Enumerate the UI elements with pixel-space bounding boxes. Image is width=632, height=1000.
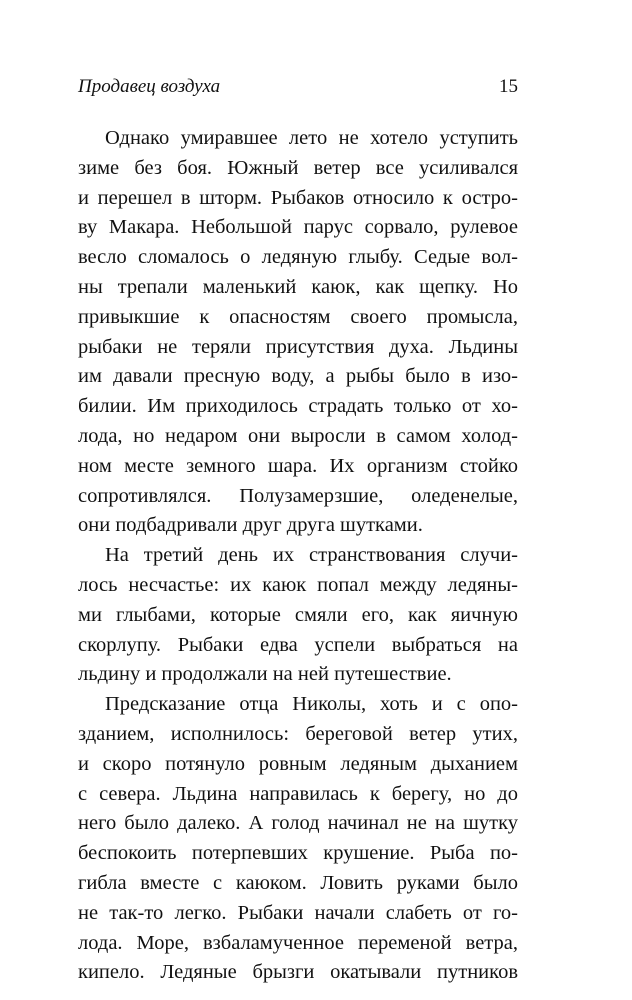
running-title: Продавец воздуха <box>78 76 221 97</box>
text-line: гибла вместе с каюком. Ловить руками было <box>78 871 518 894</box>
text-line: не так-то легко. Рыбаки начали слабеть от го- <box>78 901 518 924</box>
paragraph-1 <box>78 124 518 541</box>
text-line: льдину и продолжали на ней путешествие. <box>78 663 452 686</box>
text-line: лода, но недаром они выросли в самом холод- <box>78 424 518 447</box>
text-line: весло сломалось о ледяную глыбу. Седые вол- <box>78 246 518 269</box>
text-line: рыбаки не теряли присутствия духа. Льдины <box>78 335 518 358</box>
text-line: они подбадривали друг друга шутками. <box>78 514 423 537</box>
text-line: него было далеко. А голод начинал не на шутку <box>78 812 518 835</box>
text-line: беспокоить потерпевших крушение. Рыба по- <box>78 842 518 865</box>
text-line: и перешел в шторм. Рыбаков относило к остро- <box>78 186 518 209</box>
text-line: зиме без боя. Южный ветер все усиливался <box>78 156 518 179</box>
text-line: скорлупу. Рыбаки едва успели выбраться на <box>78 633 518 656</box>
text-line: зданием, исполнилось: береговой ветер утих, <box>78 722 518 745</box>
text-line: и скоро потянуло ровным ледяным дыханием <box>78 752 518 775</box>
text-line: привыкшие к опасностям своего промысла, <box>78 305 518 328</box>
text-line: На третий день их странствования случи- <box>105 544 518 567</box>
text-line: им давали пресную воду, а рыбы было в изо- <box>78 365 518 388</box>
paragraph-2 <box>78 541 518 690</box>
text-line: лось несчастье: их каюк попал между ледяны- <box>78 573 518 596</box>
text-line: Предсказание отца Николы, хоть и с опо- <box>105 693 518 716</box>
text-line: кипело. Ледяные брызги окатывали путников <box>78 961 518 984</box>
text-line: лода. Море, взбаламученное переменой ветра, <box>78 931 518 954</box>
text-line: ном месте земного шара. Их организм стойко <box>78 454 518 477</box>
text-line: Однако умиравшее лето не хотело уступить <box>105 127 518 149</box>
text-line: ми глыбами, которые смяли его, как яичную <box>78 603 518 626</box>
body-text <box>78 124 518 988</box>
text-line: с севера. Льдина направилась к берегу, но до <box>78 782 518 805</box>
text-line: ны трепали маленький каюк, как щепку. Но <box>78 275 518 298</box>
paragraph-3 <box>78 690 518 988</box>
page-number: 15 <box>499 76 518 97</box>
text-line: ву Макара. Небольшой парус сорвало, рулевое <box>78 216 518 239</box>
text-line: сопротивлялся. Полузамерзшие, оледенелые, <box>78 484 518 507</box>
text-line: билии. Им приходилось страдать только от хо- <box>78 395 518 418</box>
